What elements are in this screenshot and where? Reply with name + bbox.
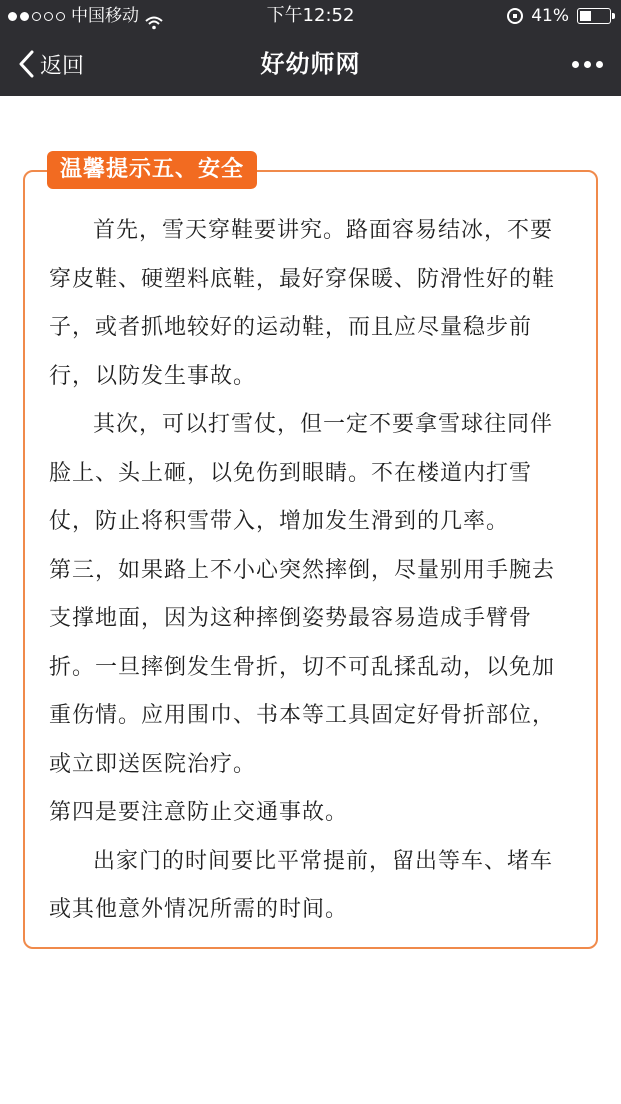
status-time: 下午12:52 — [266, 5, 355, 26]
section-tag: 温馨提示五、安全 — [47, 151, 257, 189]
page-title: 好幼师网 — [260, 50, 361, 78]
back-label: 返回 — [40, 53, 85, 79]
paragraph-3: 第三，如果路上不小心突然摔倒，尽量别用手腕去支撑地面，因为这种摔倒姿势最容易造成手臂骨折。一旦摔倒发生骨折，切不可乱揉乱动，以免加重伤情。应用围巾、书本等工具固定好骨折部位，或立即送医院治疗。 — [49, 557, 556, 777]
more-icon — [572, 61, 579, 68]
paragraph-2: 其次，可以打雪仗，但一定不要拿雪球往同伴脸上、头上砸，以免伤到眼睛。不在楼道内打雪仗，防止将积雪带入，增加发生滑到的几率。 — [49, 412, 554, 534]
top-bar — [0, 0, 621, 96]
battery-icon — [577, 8, 611, 24]
paragraph-4: 第四是要注意防止交通事故。 — [49, 800, 349, 825]
carrier-name: 中国移动 — [71, 6, 139, 26]
paragraph-1: 首先，雪天穿鞋要讲究。路面容易结冰，不要穿皮鞋、硬塑料底鞋，最好穿保暖、防滑性好的鞋子，或者抓地较好的运动鞋，而且应尽量稳步前行，以防发生事故。 — [49, 218, 556, 389]
status-right — [507, 0, 611, 32]
status-bar — [0, 0, 621, 32]
article-body — [49, 207, 569, 935]
more-button[interactable] — [572, 32, 603, 96]
paragraph-5: 出家门的时间要比平常提前，留出等车、堵车或其他意外情况所需的时间。 — [49, 848, 554, 922]
nav-bar — [0, 32, 621, 96]
rotation-lock-icon — [507, 8, 523, 24]
battery-fill — [580, 11, 591, 21]
battery-percent: 41% — [531, 6, 569, 26]
